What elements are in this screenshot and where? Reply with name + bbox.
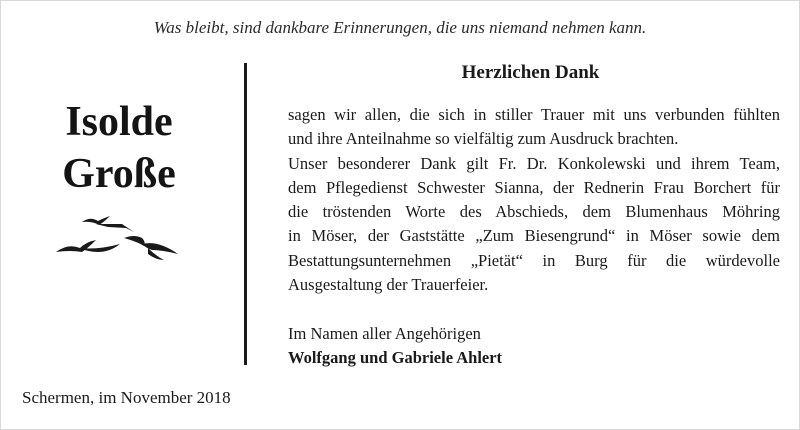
- flying-birds-icon: [52, 210, 192, 280]
- body-line: Unser besonderer Dank gilt Fr. Dr. Konkolewski und ihrem Team,: [288, 153, 780, 173]
- motto-quote: Was bleibt, sind dankbare Erinnerungen, die uns niemand nehmen kann.: [153, 18, 647, 37]
- body-line: Ausgestaltung der Trauerfeier.: [288, 275, 489, 295]
- deceased-first-name: Isolde: [65, 99, 173, 145]
- signoff-intro: Im Namen aller Angehörigen: [288, 324, 481, 343]
- body-line: dem Pflegedienst Schwester Sianna, der Rednerin Frau Borchert für: [288, 177, 780, 197]
- vertical-divider: [244, 63, 247, 365]
- thanks-heading: Herzlichen Dank: [461, 62, 600, 83]
- deceased-last-name: Große: [62, 151, 176, 197]
- body-line: Bestattungsunternehmen „Pietät“ in Burg für die würdevolle: [288, 250, 780, 270]
- thanks-body: [288, 103, 780, 297]
- body-line: die tröstenden Worte des Abschieds, dem Blumenhaus Möhring: [288, 202, 780, 222]
- signoff-names: Wolfgang und Gabriele Ahlert: [288, 348, 503, 368]
- signoff: [288, 322, 502, 371]
- deceased-name: [34, 96, 204, 200]
- body-line: in Möser, der Gaststätte „Zum Biesengrund“ in Möser sowie dem: [288, 226, 780, 246]
- body-line: und ihre Anteilnahme so vielfältig zum Ausdruck brachten.: [288, 129, 679, 149]
- place-date: Schermen, im November 2018: [22, 388, 231, 407]
- body-line: sagen wir allen, die sich in stiller Trauer mit uns verbunden fühlten: [288, 105, 780, 124]
